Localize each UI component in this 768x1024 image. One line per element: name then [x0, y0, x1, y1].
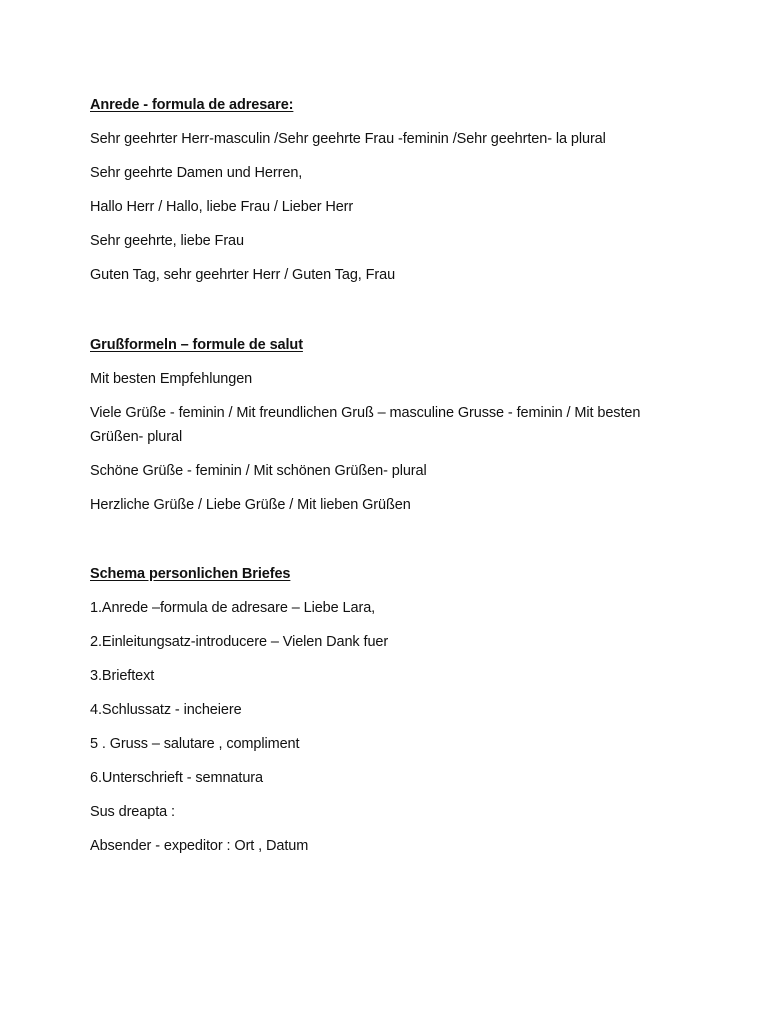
- text-line: Absender - expeditor : Ort , Datum: [90, 838, 309, 854]
- text-line: Hallo Herr / Hallo, liebe Frau / Lieber Herr: [90, 199, 354, 215]
- text-line: 6.Unterschrieft - semnatura: [90, 770, 263, 786]
- text-line: Sehr geehrte Damen und Herren,: [90, 165, 303, 181]
- text-line: 1.Anrede –formula de adresare – Liebe Lara,: [90, 600, 376, 616]
- text-line: 4.Schlussatz - incheiere: [90, 702, 242, 718]
- section-heading-schema: Schema personlichen Briefes: [90, 566, 291, 582]
- text-line: Sehr geehrter Herr-masculin /Sehr geehrte Frau -feminin /Sehr geehrten- la plural: [90, 131, 606, 147]
- text-line: Mit besten Empfehlungen: [90, 371, 253, 387]
- text-line-wrapped: Viele Grüße - feminin / Mit freundlichen Gruß – masculine Grusse - feminin / Mit besten Grüßen- plural: [90, 405, 641, 445]
- text-line: Herzliche Grüße / Liebe Grüße / Mit lieben Grüßen: [90, 497, 411, 513]
- section-heading-anrede: Anrede - formula de adresare:: [90, 97, 294, 113]
- text-line: Sehr geehrte, liebe Frau: [90, 233, 244, 249]
- section-heading-grussformeln: Grußformeln – formule de salut: [90, 337, 303, 353]
- text-line: Guten Tag, sehr geehrter Herr / Guten Tag, Frau: [90, 267, 396, 283]
- text-line: 5 . Gruss – salutare , compliment: [90, 736, 300, 752]
- text-line: 3.Brieftext: [90, 668, 155, 684]
- text-line: Schöne Grüße - feminin / Mit schönen Grüßen- plural: [90, 463, 427, 479]
- text-line: 2.Einleitungsatz-introducere – Vielen Dank fuer: [90, 634, 389, 650]
- text-line: Sus dreapta :: [90, 804, 175, 820]
